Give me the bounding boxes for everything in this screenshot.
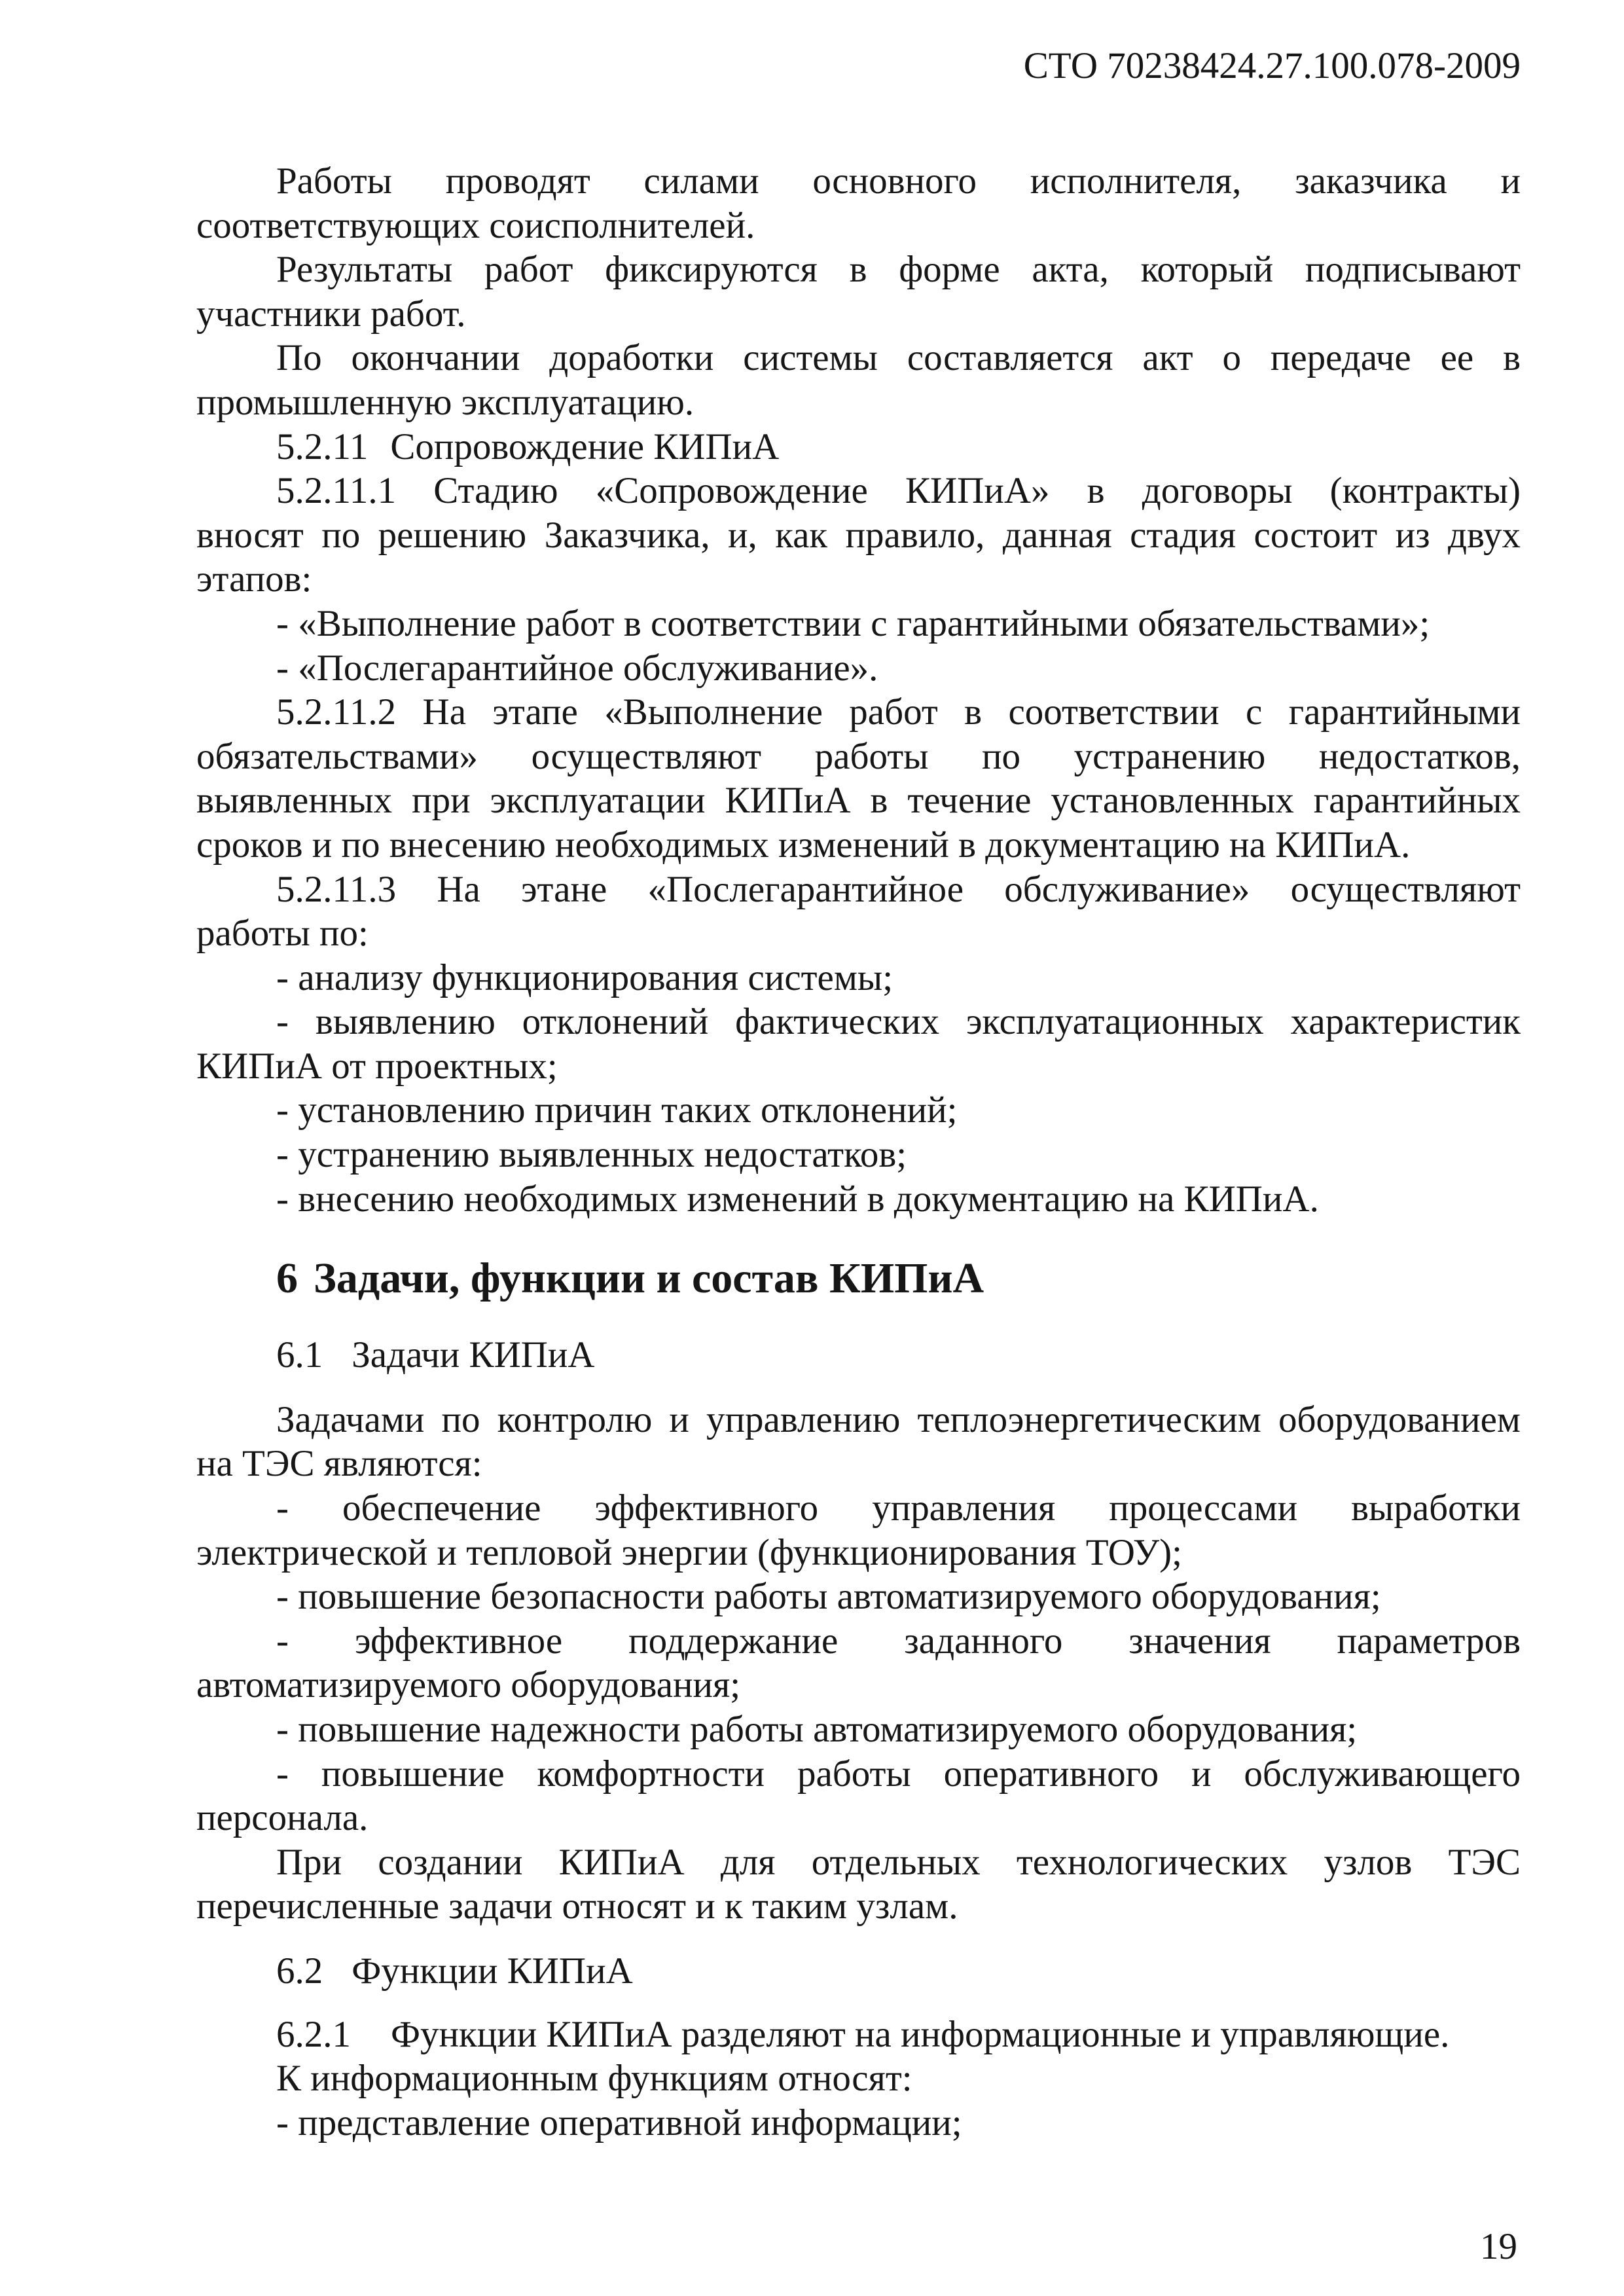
subsection-number: 6.2 [276, 1950, 323, 1992]
paragraph-line: промышленную эксплуатацию. [196, 381, 695, 423]
list-item: - «Послегарантийное обслуживание». [276, 647, 878, 689]
paragraph-line: перечисленные задачи относят и к таким узлам. [196, 1886, 958, 1927]
subsection-title: Функции КИПиА [352, 1950, 633, 1992]
subsection-title: Задачи КИПиА [352, 1334, 595, 1376]
subsection-number: 6.1 [276, 1334, 323, 1376]
paragraph-line: сроков и по внесению необходимых изменений в документацию на КИПиА. [196, 824, 1411, 866]
paragraph-line: 5.2.11.2 На этапе «Выполнение работ в соответствии с гарантийными [276, 691, 1521, 733]
paragraph-line: К информационным функциям относят: [276, 2058, 912, 2100]
paragraph-line: Результаты работ фиксируются в форме акта, который подписывают [276, 249, 1521, 291]
paragraph-line: 5.2.11.3 На этане «Послегарантийное обслуживание» осуществляют [276, 868, 1521, 910]
paragraph-line: вносят по решению Заказчика, и, как правило, данная стадия состоит из двух [196, 514, 1521, 556]
clause-6-2-1 [196, 2013, 1521, 2057]
document-code: СТО 70238424.27.100.078-2009 [1023, 45, 1521, 86]
list-item-continuation: автоматизируемого оборудования; [196, 1664, 741, 1706]
list-item: - эффективное поддержание заданного значения параметров [276, 1620, 1521, 1662]
list-item: - установлению причин таких отклонений; [276, 1089, 958, 1131]
subsection-heading-6-1 [196, 1333, 1521, 1377]
paragraph-line: соответствующих соисполнителей. [196, 204, 755, 246]
list-item-continuation: персонала. [196, 1797, 369, 1839]
paragraph-line: Работы проводят силами основного исполнителя, заказчика и [276, 160, 1521, 202]
document-body [196, 159, 1521, 2145]
subsection-heading-6-2 [196, 1949, 1521, 1994]
list-item: - анализу функционирования системы; [276, 957, 893, 998]
paragraph-line: этапов: [196, 558, 312, 600]
paragraph-line: По окончании доработки системы составляется акт о передаче ее в [276, 337, 1521, 379]
list-item: - повышение безопасности работы автоматизируемого оборудования; [276, 1576, 1381, 1618]
list-item: - устранению выявленных недостатков; [276, 1134, 907, 1176]
list-item: - «Выполнение работ в соответствии с гарантийными обязательствами»; [276, 602, 1430, 644]
clause-number: 5.2.11 [276, 426, 369, 467]
paragraph-line: участники работ. [196, 293, 466, 335]
paragraph-line: 5.2.11.1 Стадию «Сопровождение КИПиА» в договоры (контракты) [276, 470, 1521, 512]
list-item: - обеспечение эффективного управления процессами выработки [276, 1487, 1521, 1529]
clause-heading-5-2-11 [196, 425, 1521, 469]
clause-number: 6.2.1 [276, 2013, 351, 2055]
paragraph-line: работы по: [196, 913, 369, 955]
section-number: 6 [276, 1254, 298, 1302]
list-item: - представление оперативной информации; [276, 2102, 962, 2143]
paragraph-line: обязательствами» осуществляют работы по устранению недостатков, [196, 735, 1521, 777]
list-item: - выявлению отклонений фактических эксплуатационных характеристик [276, 1001, 1521, 1043]
clause-text: Функции КИПиА разделяют на информационные и управляющие. [391, 2013, 1450, 2055]
clause-title: Сопровождение КИПиА [390, 426, 780, 467]
paragraph-line: выявленных при эксплуатации КИПиА в течение установленных гарантийных [196, 780, 1521, 822]
list-item: - повышение надежности работы автоматизируемого оборудования; [276, 1708, 1358, 1750]
section-title: Задачи, функции и состав КИПиА [314, 1254, 984, 1302]
page-number: 19 [1480, 2226, 1517, 2267]
section-heading-6 [196, 1252, 1521, 1305]
paragraph-line: При создании КИПиА для отдельных технологических узлов ТЭС [276, 1841, 1521, 1883]
list-item: - внесению необходимых изменений в документацию на КИПиА. [276, 1178, 1319, 1220]
paragraph-line: Задачами по контролю и управлению теплоэнергетическим оборудованием [276, 1398, 1521, 1440]
list-item-continuation: КИПиА от проектных; [196, 1045, 558, 1087]
list-item-continuation: электрической и тепловой энергии (функционирования ТОУ); [196, 1531, 1182, 1573]
list-item: - повышение комфортности работы оперативного и обслуживающего [276, 1753, 1521, 1795]
paragraph-line: на ТЭС являются: [196, 1443, 482, 1485]
